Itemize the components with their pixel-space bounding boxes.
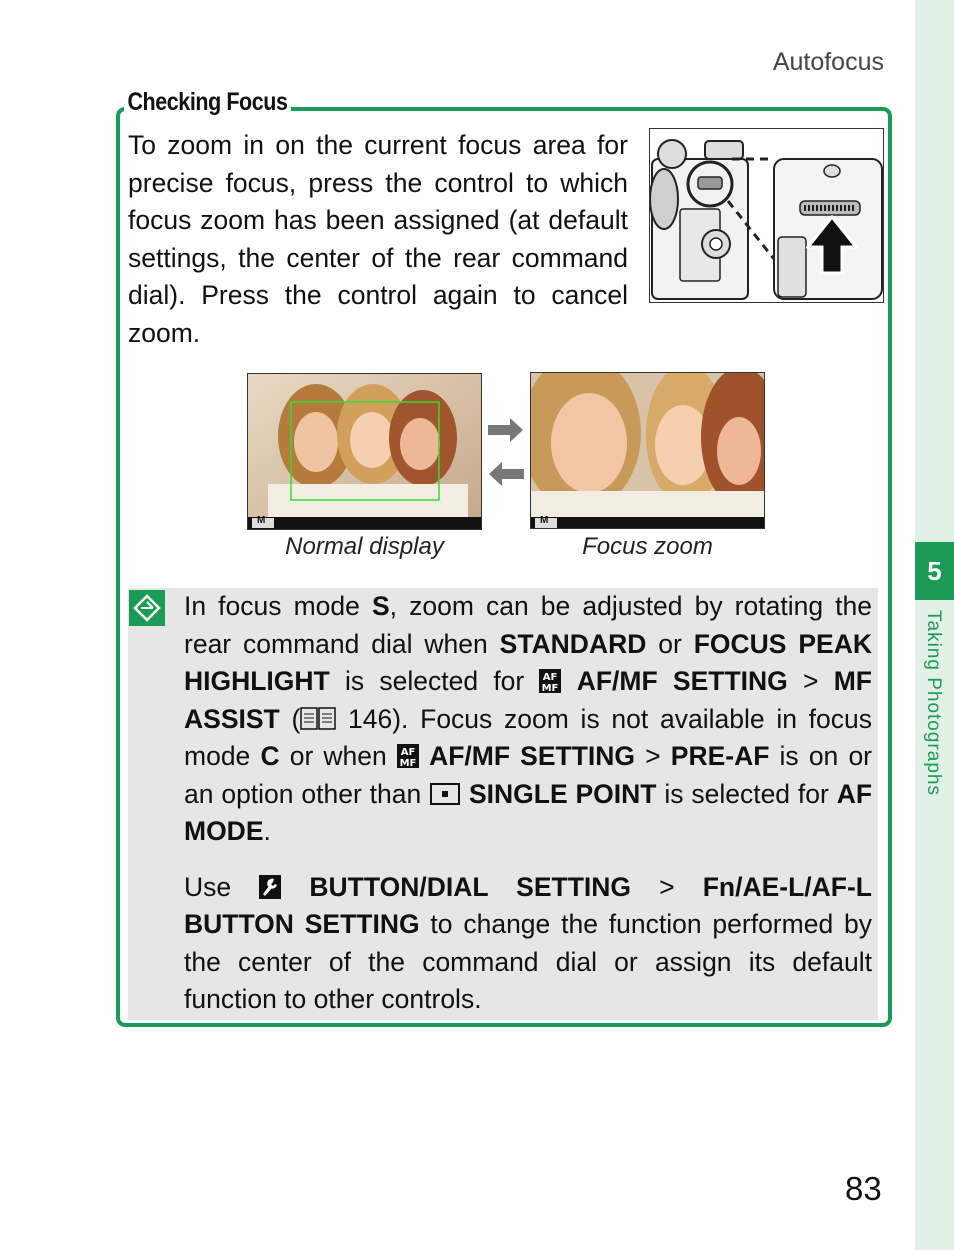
box-title: Checking Focus	[124, 88, 291, 117]
section-header: Autofocus	[772, 48, 884, 76]
afmf-menu-icon	[539, 669, 561, 693]
arrow-right-icon	[488, 418, 523, 442]
arrow-left-icon	[489, 462, 524, 486]
note-text	[184, 588, 872, 1019]
page-number: 83	[845, 1170, 882, 1207]
wrench-icon	[259, 875, 281, 899]
focus-zoom-photo	[530, 372, 765, 529]
intro-paragraph: To zoom in on the current focus area for precise focus, press the control to which focus zoom has been assigned (at default settings, the center of the rear command dial). Press the control again to cancel zoom.	[128, 130, 628, 348]
left-mode-indicator: M	[257, 515, 266, 526]
svg-text:AF: AF	[400, 747, 416, 758]
memo-icon	[129, 590, 165, 626]
afmf-menu-icon	[397, 744, 419, 768]
zoom-toggle-arrows	[485, 415, 527, 490]
svg-text:AF: AF	[543, 672, 558, 683]
normal-display-photo	[247, 373, 482, 530]
note-paragraph-2: Use BUTTON/DIAL SETTING > Fn/AE-L/AF-L BUTTON SETTING to change the function performed by the center of the command dial or assign its default function to other controls.	[184, 871, 873, 1014]
svg-text:MF: MF	[542, 683, 559, 693]
right-mode-indicator: M	[540, 515, 549, 526]
normal-display-caption: Normal display	[285, 533, 444, 560]
arrow-up-icon	[806, 215, 858, 275]
chapter-label: Taking Photographs	[923, 610, 944, 796]
svg-text:MF: MF	[399, 758, 417, 768]
note-paragraph-1: In focus mode S, zoom can be adjusted by rotating the rear command dial when STANDARD or FOCUS PEAK HIGHLIGHT is selected for AF MF AF/MF SETTING > MF ASSIST ( 146). Focus zoom is not available in focus mode C or when AF MF AF/MF SETTING > PRE-AF is on or an option other than SINGLE POINT is selected for AF MODE.	[184, 591, 873, 846]
book-ref-icon[interactable]	[300, 705, 336, 731]
chapter-number-tab[interactable]: 5	[915, 542, 954, 600]
single-point-icon	[429, 782, 461, 806]
focus-zoom-caption: Focus zoom	[582, 533, 713, 560]
